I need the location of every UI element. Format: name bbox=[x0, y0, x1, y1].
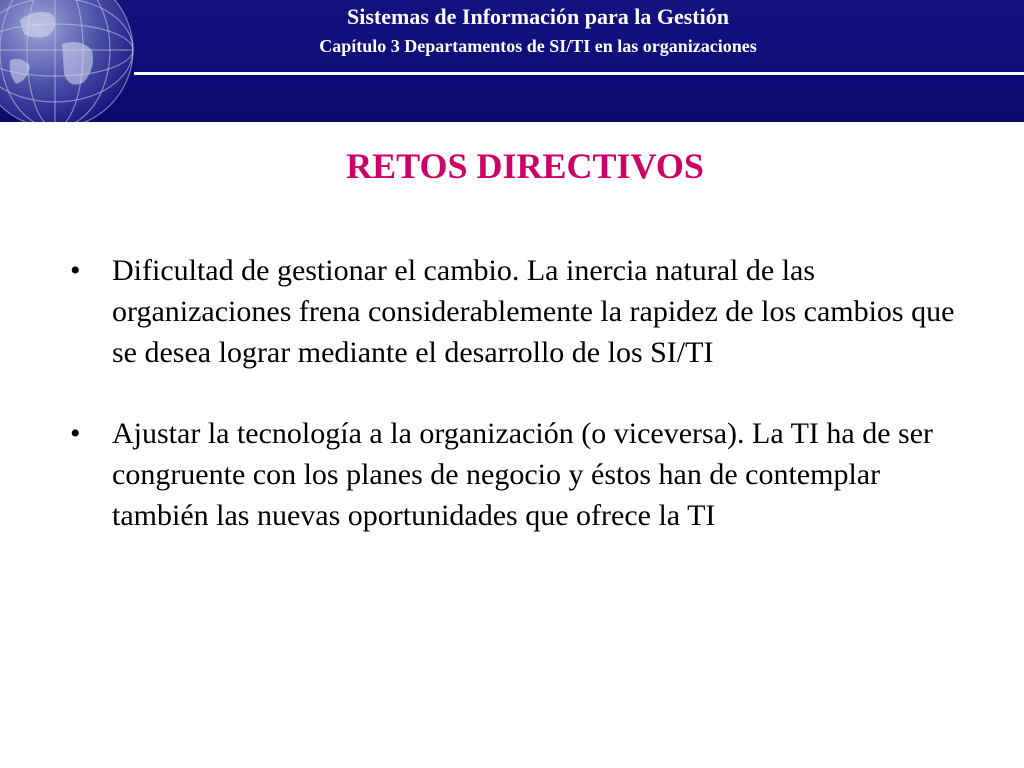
bullet-item bbox=[70, 250, 970, 373]
header-divider bbox=[134, 72, 1024, 75]
bullet-text: Ajustar la tecnología a la organización (o viceversa). La TI ha de ser congruente con los planes de negocio y éstos han de contemplar también las nuevas oportunidades que ofrece la TI bbox=[112, 417, 934, 532]
bullet-marker: • bbox=[70, 417, 81, 450]
header-banner bbox=[0, 0, 1024, 122]
bullet-list bbox=[70, 250, 970, 576]
bullet-item bbox=[70, 413, 970, 536]
bullet-text: Dificultad de gestionar el cambio. La inercia natural de las organizaciones frena considerablemente la rapidez de los cambios que se desea lograr mediante el desarrollo de los SI/TI bbox=[112, 254, 955, 369]
slide-title: RETOS DIRECTIVOS bbox=[346, 146, 704, 186]
chapter-subtitle: Capítulo 3 Departamentos de SI/TI en las organizaciones bbox=[319, 36, 757, 56]
course-title: Sistemas de Información para la Gestión bbox=[347, 4, 729, 29]
bullet-marker: • bbox=[70, 254, 81, 287]
